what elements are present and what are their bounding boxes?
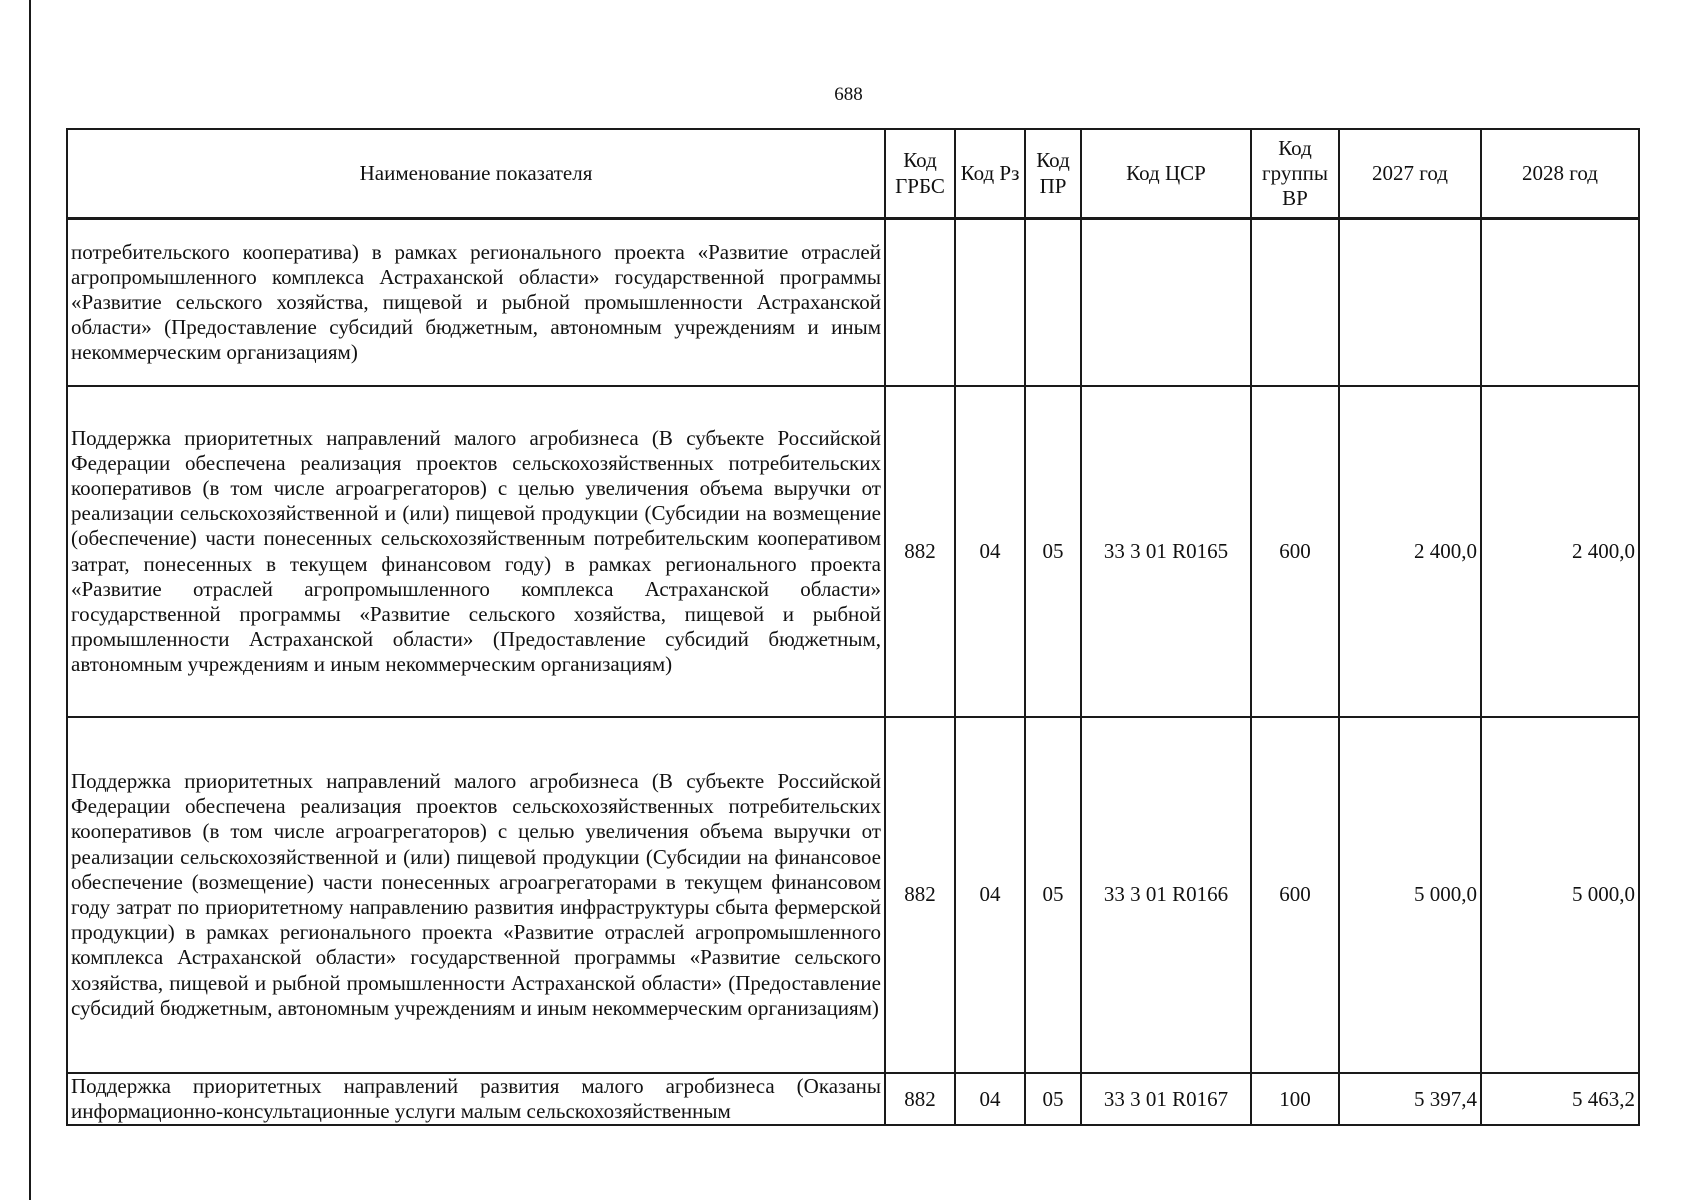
csr-code-cell: 33 3 01 R0166 — [1081, 717, 1251, 1073]
grbs-code-cell: 882 — [885, 386, 955, 717]
rz-code-cell: 04 — [955, 386, 1025, 717]
table-header — [67, 129, 1639, 219]
header-vr-group-code: Код группы ВР — [1251, 129, 1339, 219]
grbs-code-cell: 882 — [885, 1073, 955, 1125]
amount-2027-cell: 5 397,4 — [1339, 1073, 1481, 1125]
grbs-code-cell: 882 — [885, 717, 955, 1073]
header-rz-code: Код Рз — [955, 129, 1025, 219]
amount-2027-cell: 5 000,0 — [1339, 717, 1481, 1073]
header-indicator-name: Наименование показателя — [67, 129, 885, 219]
vr-code-cell: 600 — [1251, 717, 1339, 1073]
amount-2028-cell: 2 400,0 — [1481, 386, 1639, 717]
amount-2027-cell — [1339, 219, 1481, 387]
amount-2028-cell: 5 000,0 — [1481, 717, 1639, 1073]
pr-code-cell: 05 — [1025, 1073, 1081, 1125]
budget-table — [66, 128, 1640, 1126]
header-row — [67, 129, 1639, 219]
header-grbs-code: Код ГРБС — [885, 129, 955, 219]
rz-code-cell: 04 — [955, 1073, 1025, 1125]
table-body — [67, 219, 1639, 1126]
binding-margin-line — [29, 0, 31, 1200]
vr-code-cell — [1251, 219, 1339, 387]
amount-2028-cell — [1481, 219, 1639, 387]
pr-code-cell — [1025, 219, 1081, 387]
csr-code-cell: 33 3 01 R0167 — [1081, 1073, 1251, 1125]
table-row — [67, 717, 1639, 1073]
rz-code-cell — [955, 219, 1025, 387]
table-row — [67, 1073, 1639, 1125]
indicator-name-cell: Поддержка приоритетных направлений малого агробизнеса (В субъекте Российской Федерации обеспечена реализация проектов сельскохозяйственных потребительских кооперативов (в том числе агроагрегаторов) с целью увеличения объема выручки от реализации сельскохозяйственной и (или) пищевой продукции (Субсидии на финансовое обеспечение (возмещение) части понесенных агроагрегаторами в текущем финансовом году затрат по приоритетному направлению развития инфраструктуры сбыта фермерской продукции) в рамках регионального проекта «Развитие отраслей агропромышленного комплекса Астраханской области» государственной программы «Развитие сельского хозяйства, пищевой и рыбной промышленности Астраханской области» (Предоставление субсидий бюджетным, автономным учреждениям и иным некоммерческим организациям) — [67, 717, 885, 1073]
page-number: 688 — [834, 84, 863, 105]
pr-code-cell: 05 — [1025, 717, 1081, 1073]
indicator-name-cell: Поддержка приоритетных направлений развития малого агробизнеса (Оказаны информационно-консультационные услуги малым сельскохозяйственным — [67, 1073, 885, 1125]
header-year-2028: 2028 год — [1481, 129, 1639, 219]
vr-code-cell: 600 — [1251, 386, 1339, 717]
header-csr-code: Код ЦСР — [1081, 129, 1251, 219]
amount-2028-cell: 5 463,2 — [1481, 1073, 1639, 1125]
pr-code-cell: 05 — [1025, 386, 1081, 717]
vr-code-cell: 100 — [1251, 1073, 1339, 1125]
header-pr-code: Код ПР — [1025, 129, 1081, 219]
csr-code-cell — [1081, 219, 1251, 387]
table-row — [67, 386, 1639, 717]
header-year-2027: 2027 год — [1339, 129, 1481, 219]
indicator-name-cell: потребительского кооператива) в рамках регионального проекта «Развитие отраслей агропромышленного комплекса Астраханской области» государственной программы «Развитие сельского хозяйства, пищевой и рыбной промышленности Астраханской области» (Предоставление субсидий бюджетным, автономным учреждениям и иным некоммерческим организациям) — [67, 219, 885, 387]
csr-code-cell: 33 3 01 R0165 — [1081, 386, 1251, 717]
indicator-name-cell: Поддержка приоритетных направлений малого агробизнеса (В субъекте Российской Федерации обеспечена реализация проектов сельскохозяйственных потребительских кооперативов (в том числе агроагрегаторов) с целью увеличения объема выручки от реализации сельскохозяйственной и (или) пищевой продукции (Субсидии на возмещение (обеспечение) части понесенных сельскохозяйственным потребительским кооперативом затрат, понесенных в текущем финансовом году) в рамках регионального проекта «Развитие отраслей агропромышленного комплекса Астраханской области» государственной программы «Развитие сельского хозяйства, пищевой и рыбной промышленности Астраханской области» (Предоставление субсидий бюджетным, автономным учреждениям и иным некоммерческим организациям) — [67, 386, 885, 717]
table-row — [67, 219, 1639, 387]
amount-2027-cell: 2 400,0 — [1339, 386, 1481, 717]
grbs-code-cell — [885, 219, 955, 387]
rz-code-cell: 04 — [955, 717, 1025, 1073]
